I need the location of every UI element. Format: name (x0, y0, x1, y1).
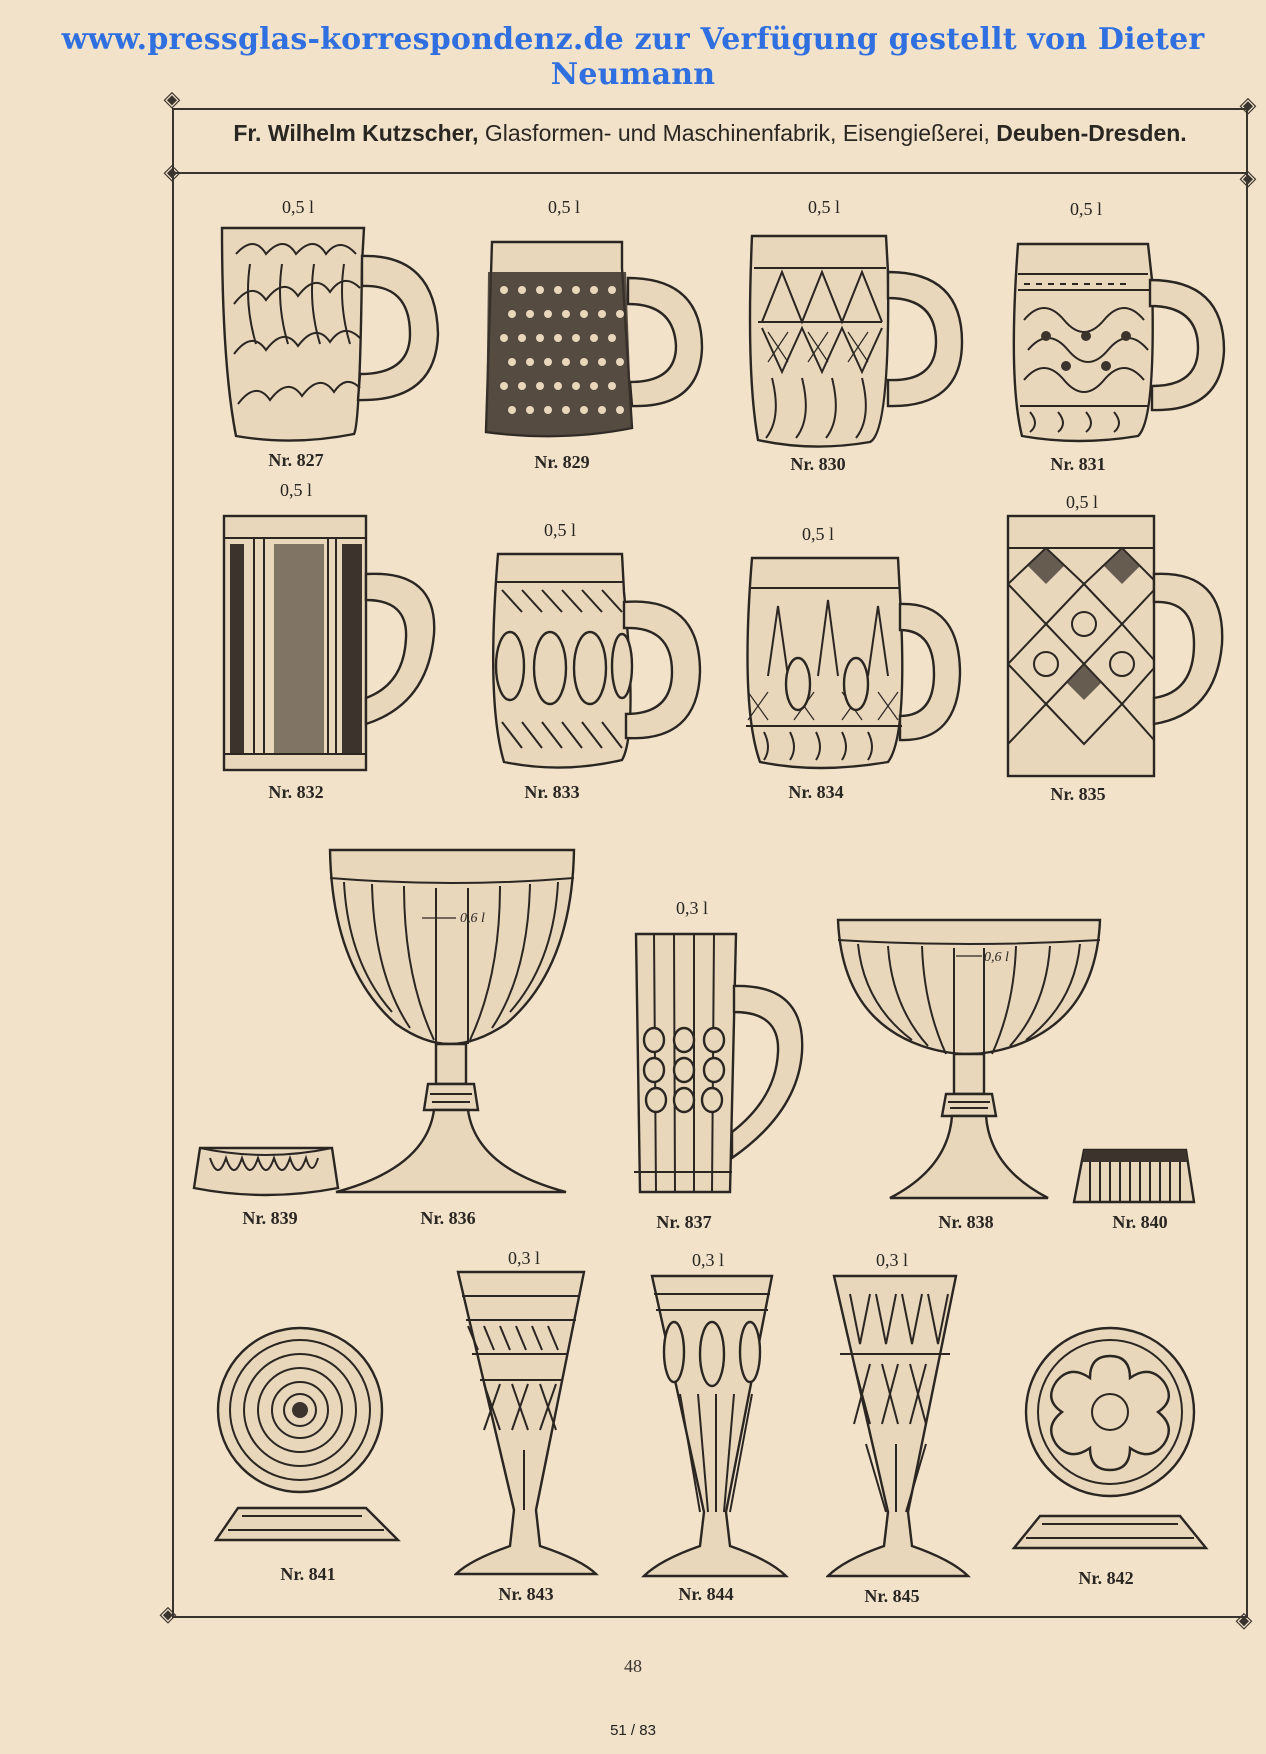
capacity-845: 0,3 l (875, 1250, 908, 1270)
capacity-834: 0,5 l (801, 524, 834, 544)
page-number: 48 (624, 1656, 642, 1676)
corner-ornament-icon: ◈ (163, 86, 181, 111)
capacity-832: 0,5 l (279, 480, 312, 500)
corner-ornament-icon: ◈ (159, 1601, 177, 1626)
header-rule (172, 172, 1248, 174)
item-number-840: Nr. 840 (1112, 1212, 1168, 1232)
company-name: Fr. Wilhelm Kutzscher, (233, 120, 479, 146)
company-location: Deuben-Dresden. (996, 120, 1187, 146)
capacity-844: 0,3 l (691, 1250, 724, 1270)
item-number-838: Nr. 838 (938, 1212, 994, 1232)
mug-835-illustration (1006, 514, 1226, 778)
company-trade: Glasformen- und Maschinenfabrik, Eisengießerei, (484, 120, 990, 146)
capacity-829: 0,5 l (547, 197, 580, 217)
corner-ornament-icon: ◈ (1239, 165, 1257, 190)
mug-830-illustration (742, 232, 964, 450)
corner-ornament-icon: ◈ (1239, 92, 1257, 117)
mug-827-illustration (214, 224, 444, 446)
capacity-831: 0,5 l (1069, 199, 1102, 219)
fill-mark-838: 0,6 l (984, 950, 1009, 965)
capacity-827: 0,5 l (281, 197, 314, 217)
capacity-835: 0,5 l (1065, 492, 1098, 512)
tankard-837-illustration (626, 932, 806, 1204)
mug-831-illustration (1008, 240, 1230, 444)
item-number-832: Nr. 832 (268, 782, 324, 802)
mug-834-illustration (738, 556, 962, 774)
capacity-833: 0,5 l (543, 520, 576, 540)
item-number-845: Nr. 845 (864, 1586, 920, 1606)
item-number-837: Nr. 837 (656, 1212, 712, 1232)
item-number-836: Nr. 836 (420, 1208, 476, 1228)
item-number-839: Nr. 839 (242, 1208, 298, 1228)
capacity-843: 0,3 l (507, 1248, 540, 1268)
item-number-831: Nr. 831 (1050, 454, 1106, 474)
item-number-834: Nr. 834 (788, 782, 844, 802)
item-number-833: Nr. 833 (524, 782, 580, 802)
plate-842-illustration (1010, 1326, 1210, 1558)
mug-832-illustration (222, 514, 438, 774)
dish-839-illustration (192, 1138, 340, 1202)
corner-ornament-icon: ◈ (163, 159, 181, 184)
item-number-830: Nr. 830 (790, 454, 846, 474)
goblet-836-illustration (326, 848, 576, 1204)
watermark-text: www.pressglas-korrespondenz.de zur Verfügung gestellt von Dieter Neumann (61, 22, 1205, 92)
item-number-827: Nr. 827 (268, 450, 324, 470)
flute-844-illustration (640, 1274, 790, 1580)
mug-833-illustration (482, 552, 702, 774)
plate-841-illustration (212, 1326, 402, 1554)
item-number-841: Nr. 841 (280, 1564, 336, 1584)
fill-mark-836: 0,6 l (460, 911, 485, 926)
capacity-830: 0,5 l (807, 197, 840, 217)
flute-845-illustration (826, 1274, 972, 1580)
item-number-842: Nr. 842 (1078, 1568, 1134, 1588)
catalog-header (172, 120, 1248, 147)
item-number-835: Nr. 835 (1050, 784, 1106, 804)
bowl-838-illustration (834, 918, 1104, 1208)
item-number-844: Nr. 844 (678, 1584, 734, 1604)
flute-843-illustration (454, 1270, 600, 1578)
capacity-837: 0,3 l (675, 898, 708, 918)
item-number-829: Nr. 829 (534, 452, 590, 472)
document-pager: 51 / 83 (610, 1722, 656, 1739)
item-number-843: Nr. 843 (498, 1584, 554, 1604)
mug-829-illustration (482, 238, 704, 446)
corner-ornament-icon: ◈ (1235, 1607, 1253, 1632)
mold-840-illustration (1070, 1146, 1200, 1208)
